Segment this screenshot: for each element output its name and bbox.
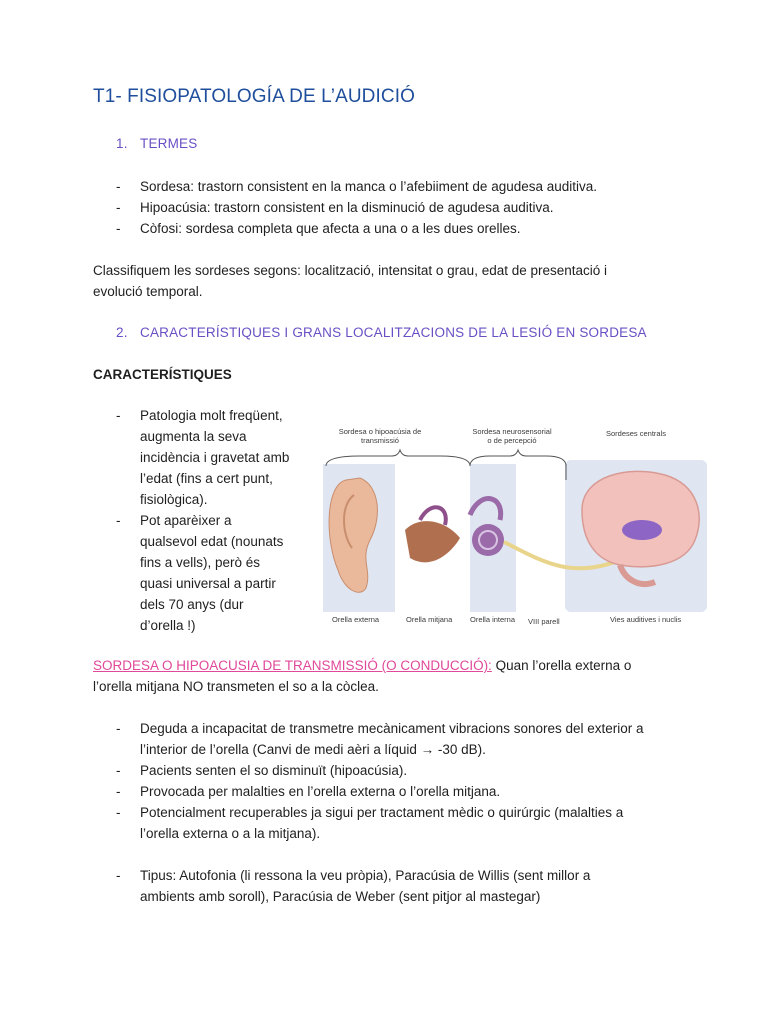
line: incidència i gravetat amb bbox=[140, 450, 290, 465]
middle-ear-shape bbox=[405, 521, 460, 562]
paragraph-line: Classifiquem les sordeses segons: localització, intensitat o grau, edat de presentació i bbox=[93, 263, 608, 278]
classification-paragraph bbox=[93, 260, 607, 302]
ear-anatomy-figure bbox=[320, 420, 710, 630]
line: qualsevol edat (nounats bbox=[140, 534, 284, 549]
line: Tipus: Autofonia (li ressona la veu pròpia), Paracúsia de Willis (sent millor a bbox=[140, 868, 591, 883]
line: dels 70 anys (dur bbox=[140, 597, 244, 612]
characteristics-list bbox=[116, 405, 289, 636]
label-transmission-2: transmissió bbox=[361, 436, 399, 445]
list-item: - Còfosi: sordesa completa que afecta a una o a les dues orelles. bbox=[116, 218, 597, 239]
transmission-list bbox=[116, 718, 644, 844]
tipus-list bbox=[116, 865, 590, 907]
line: Deguda a incapacitat de transmetre mecànicament vibracions sonores del exterior a bbox=[140, 721, 644, 736]
list-item: - Provocada per malalties en l’orella externa o l’orella mitjana. bbox=[116, 781, 644, 802]
list-item bbox=[116, 865, 590, 907]
list-item bbox=[116, 718, 644, 760]
intro-text-line2: l’orella mitjana NO transmeten el so a la còclea. bbox=[93, 679, 379, 694]
subheading-caracteristiques: CARACTERÍSTIQUES bbox=[93, 367, 232, 382]
paragraph-line: evolució temporal. bbox=[93, 284, 203, 299]
label-central: Sordeses centrals bbox=[605, 429, 667, 438]
list-item bbox=[116, 802, 644, 844]
list-item bbox=[116, 510, 289, 636]
auditory-cortex-highlight bbox=[622, 520, 662, 540]
label-auditory-pathways: Vies auditives i nuclis bbox=[610, 615, 682, 624]
label-transmission-1: Sordesa o hipoacúsia de bbox=[338, 427, 422, 436]
line: ambients amb soroll), Paracúsia de Weber (sent pitjor al mastegar) bbox=[140, 889, 541, 904]
transmission-intro bbox=[93, 655, 631, 697]
list-item: - Hipoacúsia: trastorn consistent en la disminució de agudesa auditiva. bbox=[116, 197, 597, 218]
cochlea-shape bbox=[472, 524, 504, 556]
label-inner-ear: Orella interna bbox=[470, 615, 516, 624]
section-number: 1. bbox=[116, 136, 128, 151]
line: Patologia molt freqüent, bbox=[140, 408, 283, 423]
line: Pot aparèixer a bbox=[140, 513, 232, 528]
line: fisiològica). bbox=[140, 492, 208, 507]
line: fins a vells), però és bbox=[140, 555, 261, 570]
label-middle-ear: Orella mitjana bbox=[406, 615, 453, 624]
section-title: TERMES bbox=[140, 136, 198, 151]
label-viii-nerve: VIII parell bbox=[528, 617, 560, 626]
line: quasi universal a partir bbox=[140, 576, 276, 591]
line: l’interior de l’orella (Canvi de medi aèri a líquid → -30 dB). bbox=[140, 742, 486, 757]
label-outer-ear: Orella externa bbox=[332, 615, 380, 624]
brace-transmission bbox=[326, 450, 470, 466]
section-heading-termes bbox=[116, 136, 197, 151]
intro-text: Quan l’orella externa o bbox=[491, 658, 632, 673]
section-heading-caracteristiques bbox=[116, 325, 647, 340]
brace-neuro bbox=[470, 450, 566, 466]
section-number: 2. bbox=[116, 325, 128, 340]
line: augmenta la seva bbox=[140, 429, 247, 444]
section-title: CARACTERÍSTIQUES I GRANS LOCALITZACIONS DE LA LESIÓ EN SORDESA bbox=[140, 325, 647, 340]
termes-list bbox=[116, 176, 597, 239]
transmission-heading: SORDESA O HIPOACUSIA DE TRANSMISSIÓ (O CONDUCCIÓ): bbox=[93, 658, 492, 673]
label-neuro-2: o de percepció bbox=[487, 436, 537, 445]
list-item: - Pacients senten el so disminuït (hipoacúsia). bbox=[116, 760, 644, 781]
document-title: T1- FISIOPATOLOGÍA DE L’AUDICIÓ bbox=[93, 86, 415, 107]
line: l’orella externa o a la mitjana). bbox=[140, 826, 321, 841]
list-item: - Sordesa: trastorn consistent en la manca o l’afebiiment de agudesa auditiva. bbox=[116, 176, 597, 197]
line: Potencialment recuperables ja sigui per tractament mèdic o quirúrgic (malalties a bbox=[140, 805, 624, 820]
brain-shape bbox=[582, 471, 699, 566]
line: l’edat (fins a cert punt, bbox=[140, 471, 273, 486]
label-neuro-1: Sordesa neurosensorial bbox=[472, 427, 552, 436]
line: d’orella !) bbox=[140, 618, 196, 633]
list-item bbox=[116, 405, 289, 510]
